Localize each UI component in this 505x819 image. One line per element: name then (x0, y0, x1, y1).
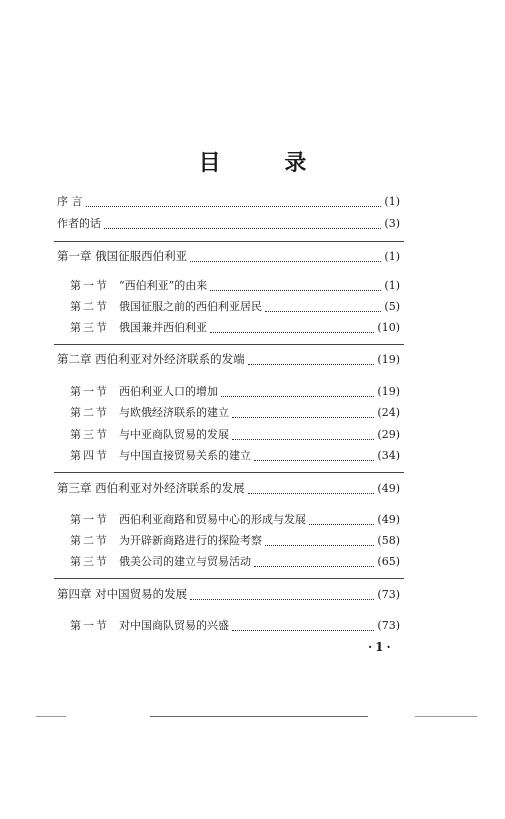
toc-page: (65) (377, 555, 400, 568)
dot-leader (248, 355, 375, 365)
dot-leader (254, 557, 374, 567)
dot-leader (190, 590, 374, 600)
toc-label: 为开辟新商路进行的探险考察 (119, 534, 262, 547)
toc-label: 第三章 西伯利亚对外经济联系的发展 (57, 481, 245, 495)
toc-page: (5) (384, 300, 400, 313)
toc-entry-chapter-4[interactable] (57, 587, 400, 602)
dot-leader (86, 197, 382, 207)
chapter-divider (54, 344, 404, 345)
dot-leader (265, 302, 381, 312)
toc-page: (58) (377, 534, 400, 547)
toc-entry-section[interactable] (70, 385, 400, 399)
section-number: 第一节 (70, 385, 109, 398)
dot-leader (210, 323, 374, 333)
section-number: 第二节 (70, 300, 109, 313)
toc-entry-section[interactable] (70, 534, 400, 548)
toc-label: 西伯利亚商路和贸易中心的形成与发展 (119, 513, 306, 526)
section-number: 第二节 (70, 406, 109, 419)
toc-page: (3) (384, 217, 400, 230)
toc-entry-section[interactable] (70, 449, 400, 463)
toc-label: 俄国兼并西伯利亚 (119, 321, 207, 334)
toc-label: 第二章 西伯利亚对外经济联系的发端 (57, 352, 245, 366)
dot-leader (190, 252, 381, 262)
toc-label: 序 言 (57, 195, 83, 208)
toc-label: 俄国征服之前的西伯利亚居民 (119, 300, 262, 313)
section-number: 第三节 (70, 321, 109, 334)
dot-leader (309, 515, 374, 525)
toc-entry-section[interactable] (70, 513, 400, 527)
dot-leader (221, 387, 374, 397)
toc-entry-section[interactable] (70, 406, 400, 420)
toc-entry-section[interactable] (70, 321, 400, 335)
chapter-divider (54, 578, 404, 579)
scan-artifact-line (36, 716, 66, 717)
toc-page: (73) (377, 588, 400, 601)
dot-leader (248, 484, 375, 494)
toc-entry-section[interactable] (70, 619, 400, 633)
toc-page: (10) (377, 321, 400, 334)
page-title: 目 录 (198, 150, 335, 176)
toc-entry-chapter-3[interactable] (57, 481, 400, 496)
toc-entry-section[interactable] (70, 555, 400, 569)
section-number: 第一节 (70, 619, 109, 632)
toc-entry-chapter-2[interactable] (57, 352, 400, 367)
toc-page: (29) (377, 428, 400, 441)
scan-artifact-line (150, 716, 368, 717)
toc-label: 与欧俄经济联系的建立 (119, 406, 229, 419)
dot-leader (232, 430, 374, 440)
section-number: 第四节 (70, 449, 109, 462)
toc-page: (73) (377, 619, 400, 632)
toc-label: 对中国商队贸易的兴盛 (119, 619, 229, 632)
toc-page: (1) (384, 195, 400, 208)
dot-leader (232, 621, 374, 631)
toc-entry-section[interactable] (70, 300, 400, 314)
toc-page: (1) (384, 279, 400, 292)
dot-leader (254, 451, 374, 461)
dot-leader (104, 219, 381, 229)
toc-entry-author-note[interactable] (57, 217, 400, 231)
dot-leader (210, 281, 381, 291)
toc-page: (19) (377, 385, 400, 398)
toc-label: 与中国直接贸易关系的建立 (119, 449, 251, 462)
toc-page: (49) (377, 513, 400, 526)
toc-page: (49) (377, 482, 400, 495)
section-number: 第三节 (70, 555, 109, 568)
toc-entry-section[interactable] (70, 428, 400, 442)
section-number: 第一节 (70, 513, 109, 526)
toc-label: 与中亚商队贸易的发展 (119, 428, 229, 441)
chapter-divider (54, 472, 404, 473)
toc-page: (34) (377, 449, 400, 462)
toc-entry-chapter-1[interactable] (57, 249, 400, 264)
toc-page: (24) (377, 406, 400, 419)
toc-label: 第四章 对中国贸易的发展 (57, 587, 188, 601)
dot-leader (265, 536, 374, 546)
dot-leader (232, 408, 374, 418)
toc-label: 作者的话 (57, 217, 101, 230)
toc-label: “西伯利亚”的由来 (119, 279, 208, 292)
toc-page: (1) (384, 250, 400, 263)
page-number: ·1· (368, 640, 394, 654)
toc-entry-preface[interactable] (57, 195, 400, 209)
toc-label: 俄美公司的建立与贸易活动 (119, 555, 251, 568)
section-number: 第三节 (70, 428, 109, 441)
section-number: 第一节 (70, 279, 109, 292)
chapter-divider (54, 241, 404, 242)
toc-entry-section[interactable] (70, 279, 400, 293)
toc-page: (19) (377, 353, 400, 366)
section-number: 第二节 (70, 534, 109, 547)
toc-label: 西伯利亚人口的增加 (119, 385, 218, 398)
toc-label: 第一章 俄国征服西伯利亚 (57, 249, 188, 263)
scan-artifact-line (415, 716, 477, 717)
